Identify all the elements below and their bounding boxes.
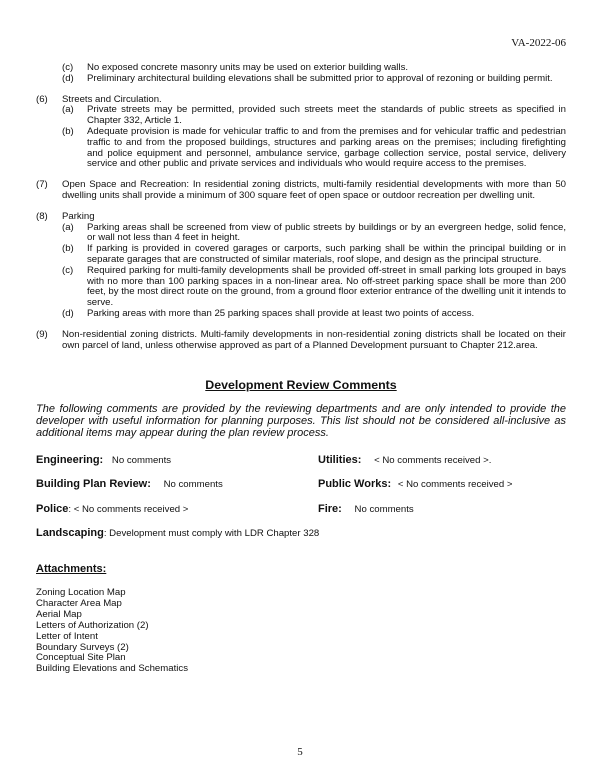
section-title: Streets and Circulation. (62, 93, 162, 105)
utilities-label: Utilities: (318, 454, 362, 466)
document-number: VA-2022-06 (511, 37, 566, 49)
attachment-item: Letter of Intent (36, 630, 98, 642)
section-label: (6) (36, 93, 48, 105)
section-6-item-b (36, 127, 566, 170)
attachment-item: Zoning Location Map (36, 587, 126, 598)
section-8-item-d (36, 309, 566, 320)
item-text: Preliminary architectural building elevations shall be submitted prior to approval of rezoning or building permit. (87, 72, 553, 84)
item-text: Required parking for multi-family developments shall be provided off-street in small parking lots grouped in bays with no more than 100 parking spaces in a non-linear area. No off-street parking space shall be more than 200 feet, by the most direct route on the ground, from a ground floor exterior entrance of the dwelling unit it intends to serve. (87, 264, 566, 309)
section-6-item-a (36, 105, 566, 127)
section-title: Parking (62, 210, 95, 222)
item-d (36, 74, 566, 85)
attachment-item: Letters of Authorization (2) (36, 619, 149, 631)
item-text: If parking is provided in covered garages or carports, such parking shall be within the principal building or in separate garages that are constructed of similar materials, roof slope, and design as the principal structure. (87, 243, 566, 265)
item-text: Adequate provision is made for vehicular traffic to and from the premises and for vehicular traffic and pedestrian traffic to and from the proposed buildings, structures and parking areas on the premises; including firefighting and police equipment and personnel, ambulance service, garbage collection service, postal service, delivery service and other public and private services and individuals who would require access to the premises. (87, 125, 566, 170)
attachment-item: Character Area Map (36, 597, 122, 609)
item-label: (d) (62, 72, 74, 84)
item-label: (c) (62, 62, 74, 73)
public-works-comment (318, 478, 512, 491)
utilities-comment (318, 454, 491, 467)
engineering-value: No comments (111, 455, 172, 466)
police-label: Police (36, 503, 69, 515)
police-value: : < No comments received > (68, 504, 189, 515)
attachment-item: Boundary Surveys (2) (36, 641, 129, 653)
item-label: (a) (62, 104, 74, 116)
attachments-heading: Attachments: (36, 563, 107, 575)
item-text: No exposed concrete masonry units may be used on exterior building walls. (87, 62, 409, 73)
section-7 (36, 180, 566, 202)
section-text: Open Space and Recreation: In residential zoning districts, multi-family residential developments with more than 50 dwelling units shall provide a minimum of 300 square feet of open space or outdoor recreation per dwelling unit. (62, 179, 566, 201)
review-intro: The following comments are provided by the reviewing departments and are only intended to provide the developer with useful information for planning purposes. This list should not be considered all-inclusive as additional items may appear during the plan review process. (36, 403, 566, 440)
section-label: (7) (36, 179, 48, 191)
fire-comment (318, 503, 414, 516)
item-text: Parking areas with more than 25 parking spaces shall provide at least two points of access. (87, 307, 475, 319)
landscaping-comment (36, 527, 319, 540)
item-text: Private streets may be permitted, provided such streets meet the standards of public streets as specified in Chapter 332, Article 1. (87, 104, 566, 127)
item-text: Parking areas shall be screened from view of public streets by buildings or by an evergreen hedge, solid fence, or wall not less than 4 feet in height. (87, 221, 566, 244)
police-comment (36, 503, 188, 516)
publicworks-value: < No comments received > (397, 479, 513, 490)
fire-label: Fire: (318, 503, 342, 515)
publicworks-label: Public Works: (318, 478, 392, 490)
landscaping-value: : Development must comply with LDR Chapter 328 (103, 528, 320, 539)
building-value: No comments (163, 479, 223, 490)
building-label: Building Plan Review: (36, 478, 151, 490)
fire-value: No comments (354, 504, 414, 515)
review-heading: Development Review Comments (205, 378, 397, 392)
engineering-comment (36, 454, 171, 467)
item-label: (d) (62, 307, 74, 319)
utilities-value: < No comments received >. (374, 455, 492, 466)
item-label: (a) (62, 221, 74, 233)
item-label: (c) (62, 264, 74, 276)
section-8-item-b (36, 244, 566, 266)
section-9 (36, 330, 566, 352)
section-8-item-a (36, 223, 566, 245)
landscaping-label: Landscaping (36, 527, 104, 539)
attachment-item: Conceptual Site Plan (36, 652, 126, 664)
page-number: 5 (297, 746, 303, 758)
section-label: (9) (36, 328, 48, 340)
building-plan-comment (36, 478, 223, 491)
document-body (36, 63, 566, 351)
section-8-item-c (36, 266, 566, 309)
section-label: (8) (36, 210, 48, 222)
item-label: (b) (62, 125, 74, 137)
section-text: Non-residential zoning districts. Multi-family developments in non-residential zoning districts shall be located on their own parcel of land, unless otherwise approved as part of a Planned Development pursuant to Chapter 212.area. (62, 328, 566, 351)
item-label: (b) (62, 243, 74, 255)
attachments-list (36, 588, 188, 675)
engineering-label: Engineering: (36, 454, 104, 466)
attachment-item: Aerial Map (36, 608, 82, 620)
attachment-item: Building Elevations and Schematics (36, 663, 188, 675)
